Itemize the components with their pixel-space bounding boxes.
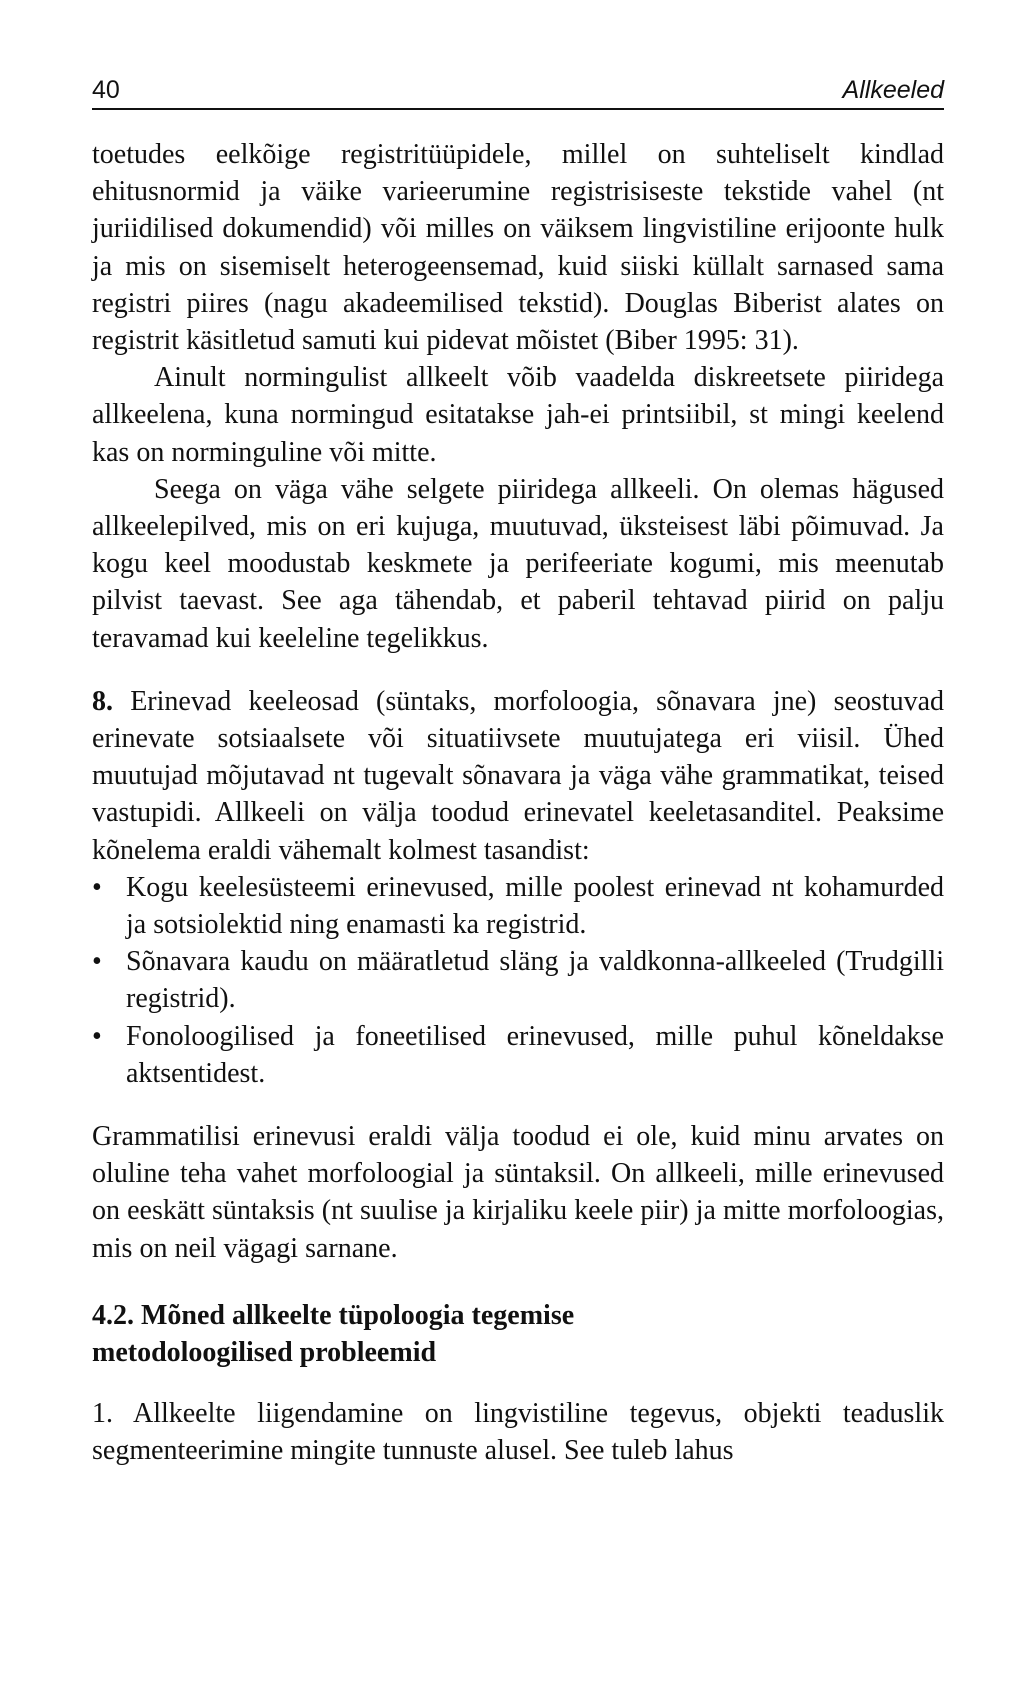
paragraph-point-8	[92, 683, 944, 869]
paragraph-point-1	[92, 1395, 944, 1469]
running-title: Allkeeled	[842, 76, 944, 104]
bullet-icon: •	[92, 946, 102, 978]
book-page	[92, 68, 944, 1469]
list-item-text: Fonoloogilised ja foneetilised erinevused, mille puhul kõneldakse aktsentidest.	[126, 1020, 944, 1089]
point-1-text: Allkeelte liigendamine on lingvistiline tegevus, objekti teaduslik segmenteerimine mingite tunnuste alusel. See tuleb lahus	[92, 1397, 944, 1467]
point-number: 1.	[92, 1397, 113, 1429]
page-number: 40	[92, 76, 120, 104]
paragraph-grammatical-differences: Grammatilisi erinevusi eraldi välja toodud ei ole, kuid minu arvates on oluline teha vahet morfoloogial ja süntaksil. On allkeeli, mille erinevused on eeskätt süntaksis (nt suulise ja kirjaliku keele piir) ja mitte morfoloogias, mis on neil vägagi sarnane.	[92, 1121, 944, 1264]
list-item	[92, 943, 944, 1017]
bullet-icon: •	[92, 1020, 102, 1052]
list-item-text: Kogu keelesüsteemi erinevused, mille poolest erinevad nt kohamurded ja sotsiolektid ning enamasti ka registrid.	[126, 871, 944, 941]
list-item-text: Sõnavara kaudu on määratletud släng ja valdkonna-allkeeled (Trudgilli registrid).	[126, 946, 944, 1015]
point-number: 8.	[92, 685, 113, 717]
section-heading-line-2: metodoloogilised probleemid	[92, 1336, 437, 1368]
body-text	[92, 136, 944, 1469]
section-heading	[92, 1297, 944, 1371]
list-item	[92, 869, 944, 943]
paragraph-fuzzy-boundaries: Seega on väga vähe selgete piiridega allkeeli. On olemas hägused allkeelepilved, mis on eri kujuga, muutuvad, üksteisest läbi põimuvad. Ja kogu keel moodustab keskmete ja perifeeriate kogumi, mis meenutab pilvist taevast. See aga tähendab, et paberil tehtavad piirid on palju teravamad kui keeleline tegelikkus.	[92, 473, 944, 654]
list-item	[92, 1018, 944, 1092]
paragraph-registers: toetudes eelkõige registritüüpidele, millel on suhteliselt kindlad ehitusnormid ja väike varieerumine registrisiseste tekstide vahel (nt juriidilised dokumendid) või milles on väiksem lingvistiline erijoonte hulk ja mis on sisemiselt heterogeensemad, kuid siiski küllalt sarnased sama registri piires (nagu akadeemilised tekstid). Douglas Biberist alates on registrit käsitletud samuti kui pidevat mõistet (Biber 1995: 31).	[92, 139, 944, 357]
paragraph-normative-sublanguage: Ainult normingulist allkeelt võib vaadelda diskreetsete piiridega allkeelena, kuna normingud esitatakse jah-ei printsiibil, st mingi keelend kas on norminguline või mitte.	[92, 362, 944, 468]
point-8-text: Erinevad keeleosad (süntaks, morfoloogia, sõnavara jne) seostuvad erinevate sotsiaalsete või situatiivsete muutujatega eri viisil. Ühed muutujad mõjutavad nt tugevalt sõnavara ja väga vähe grammatikat, teised vastupidi. Allkeeli on välja toodud erinevatel keeletasanditel. Peaksime kõnelema eraldi vähemalt kolmest tasandist:	[92, 685, 945, 866]
section-heading-line-1: 4.2. Mõned allkeelte tüpoloogia tegemise	[92, 1299, 575, 1331]
levels-bullet-list	[92, 869, 944, 1092]
running-header	[92, 68, 944, 110]
bullet-icon: •	[92, 871, 102, 903]
